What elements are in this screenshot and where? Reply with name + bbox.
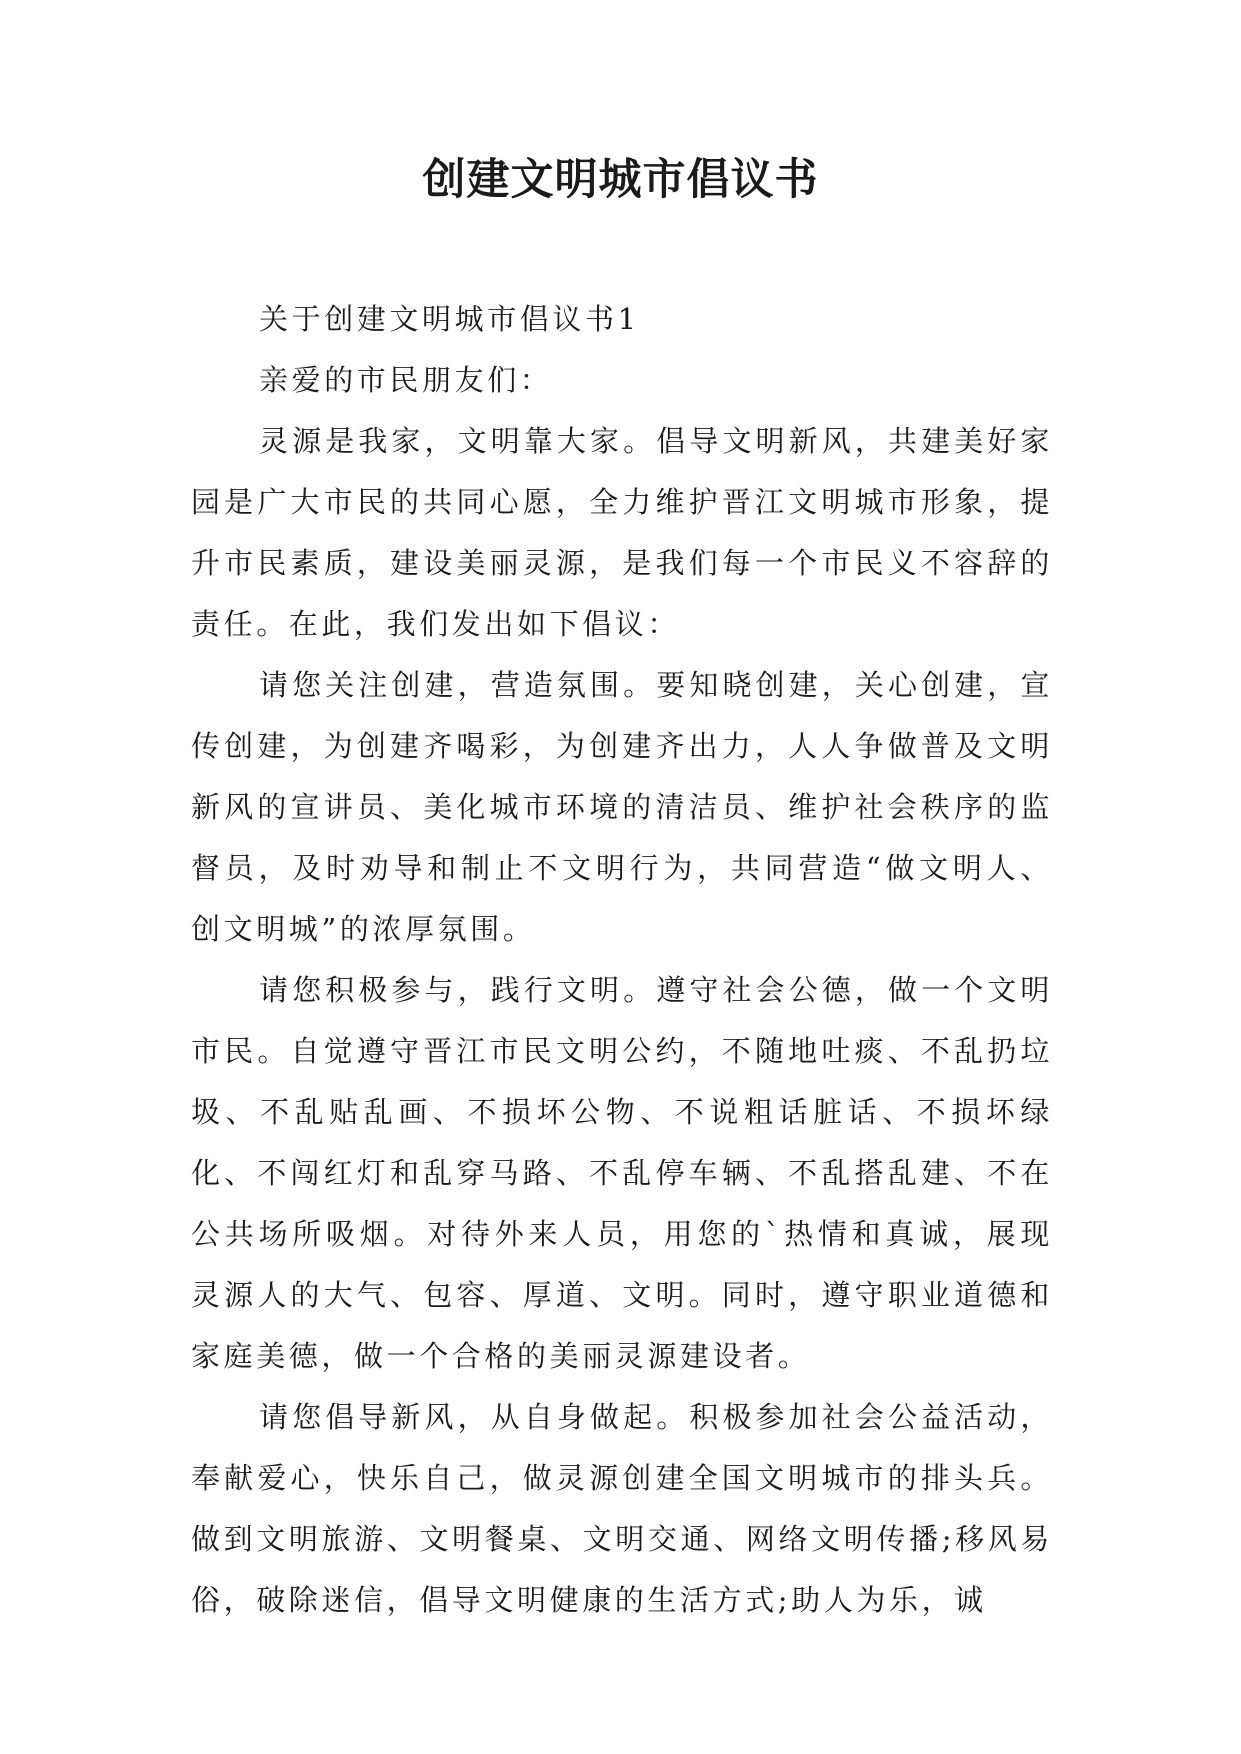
salutation-paragraph: 亲爱的市民朋友们：	[259, 363, 553, 397]
document-title: 创建文明城市倡议书	[422, 155, 819, 205]
subtitle-paragraph: 关于创建文明城市倡议书1	[259, 302, 640, 336]
proposal-paragraph-3: 请您倡导新风，从自身做起。积极参加社会公益活动，奉献爱心，快乐自己，做灵源创建全国文明城市的排头兵。做到文明旅游、文明餐桌、文明交通、网络文明传播;移风易俗，破除迷信，倡导文明健康的生活方式;助人为乐，诚	[191, 1400, 1053, 1617]
intro-paragraph: 灵源是我家，文明靠大家。倡导文明新风，共建美好家园是广大市民的共同心愿，全力维护晋江文明城市形象，提升市民素质，建设美丽灵源，是我们每一个市民义不容辞的责任。在此，我们发出如下倡议：	[191, 424, 1053, 641]
proposal-paragraph-1: 请您关注创建，营造氛围。要知晓创建，关心创建，宣传创建，为创建齐喝彩，为创建齐出力，人人争做普及文明新风的宣讲员、美化城市环境的清洁员、维护社会秩序的监督员，及时劝导和制止不文明行为，共同营造“做文明人、创文明城”的浓厚氛围。	[191, 668, 1053, 946]
document-body	[191, 289, 1053, 1631]
proposal-paragraph-2: 请您积极参与，践行文明。遵守社会公德，做一个文明市民。自觉遵守晋江市民文明公约，不随地吐痰、不乱扔垃圾、不乱贴乱画、不损坏公物、不说粗话脏话、不损坏绿化、不闯红灯和乱穿马路、不乱停车辆、不乱搭乱建、不在公共场所吸烟。对待外来人员，用您的`热情和真诚，展现灵源人的大气、包容、厚道、文明。同时，遵守职业道德和家庭美德，做一个合格的美丽灵源建设者。	[191, 973, 1053, 1373]
